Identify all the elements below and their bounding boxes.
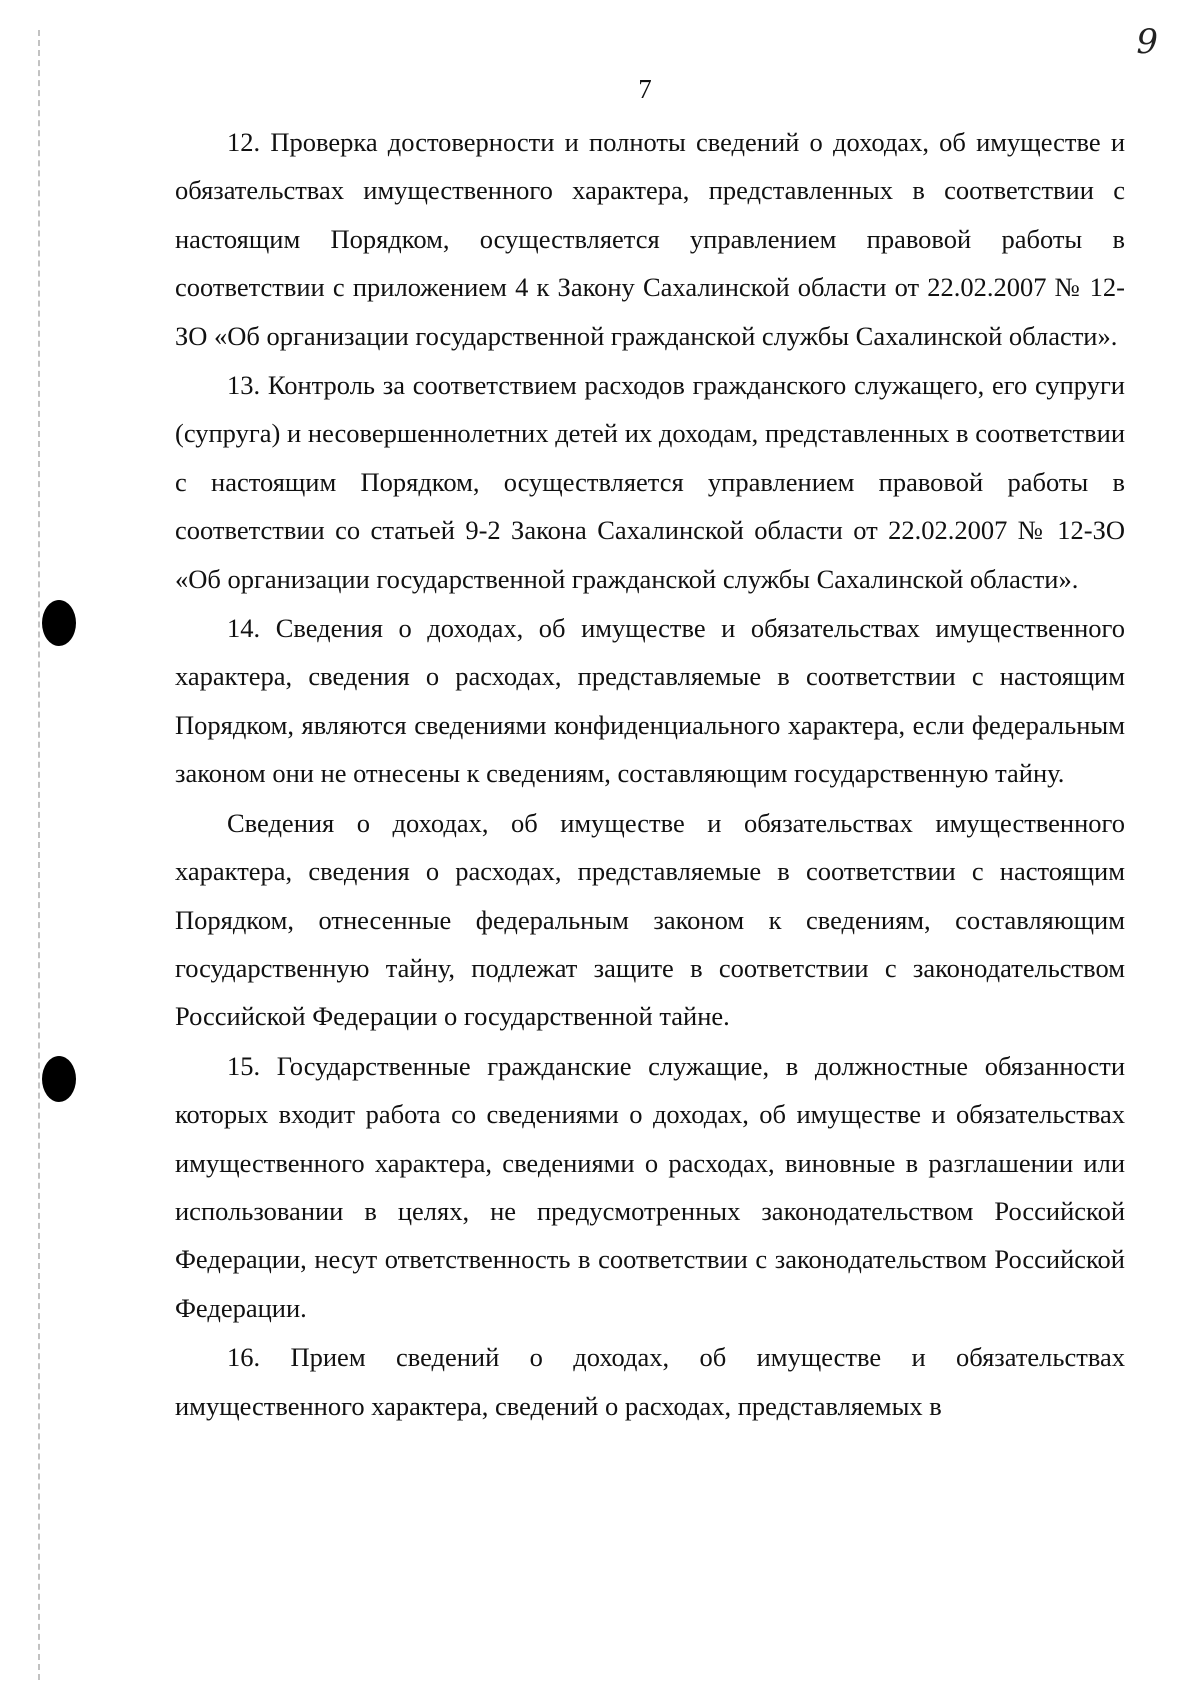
paragraph-15: 15. Государственные гражданские служащие, в должностные обязанности которых входит работа со сведениями о доходах, об имуществе и обязательствах имущественного характера, сведениями о расходах, виновные в разглашении или использовании в целях, не предусмотренных законодательством Российской Федерации, несут ответственность в соответствии с законодательством Российской Федерации. — [175, 1050, 1125, 1323]
paragraph-16: 16. Прием сведений о доходах, об имуществе и обязательствах имущественного характера, сведений о расходах, представляемых в — [175, 1342, 1125, 1421]
document-body — [175, 118, 1125, 1430]
page-number: 7 — [638, 74, 652, 104]
handwritten-sheet-number: 9 — [1136, 22, 1158, 62]
paragraph-14-continued: Сведения о доходах, об имуществе и обязательствах имущественного характера, сведения о расходах, представляемые в соответствии с настоящим Порядком, отнесенные федеральным законом к сведениям, составляющим государственную тайну, подлежат защите в соответствии с законодательством Российской Федерации о государственной тайне. — [175, 807, 1125, 1032]
binder-edge-line — [38, 30, 40, 1680]
paragraph-14: 14. Сведения о доходах, об имуществе и обязательствах имущественного характера, сведения о расходах, представляемые в соответствии с настоящим Порядком, являются сведениями конфиденциального характера, если федеральным законом они не отнесены к сведениям, составляющим государственную тайну. — [175, 613, 1125, 789]
punch-hole-bottom — [42, 1056, 76, 1102]
paragraph-13: 13. Контроль за соответствием расходов гражданского служащего, его супруги (супруга) и несовершеннолетних детей их доходам, представленных в соответствии с настоящим Порядком, осуществляется управлением правовой работы в соответствии со статьей 9-2 Закона Сахалинской области от 22.02.2007 № 12-ЗО «Об организации государственной гражданской службы Сахалинской области». — [175, 370, 1125, 594]
paragraph-12: 12. Проверка достоверности и полноты сведений о доходах, об имуществе и обязательствах имущественного характера, представленных в соответствии с настоящим Порядком, осуществляется управлением правовой работы в соответствии с приложением 4 к Закону Сахалинской области от 22.02.2007 № 12-ЗО «Об организации государственной гражданской службы Сахалинской области». — [175, 127, 1125, 351]
punch-hole-top — [42, 600, 76, 646]
